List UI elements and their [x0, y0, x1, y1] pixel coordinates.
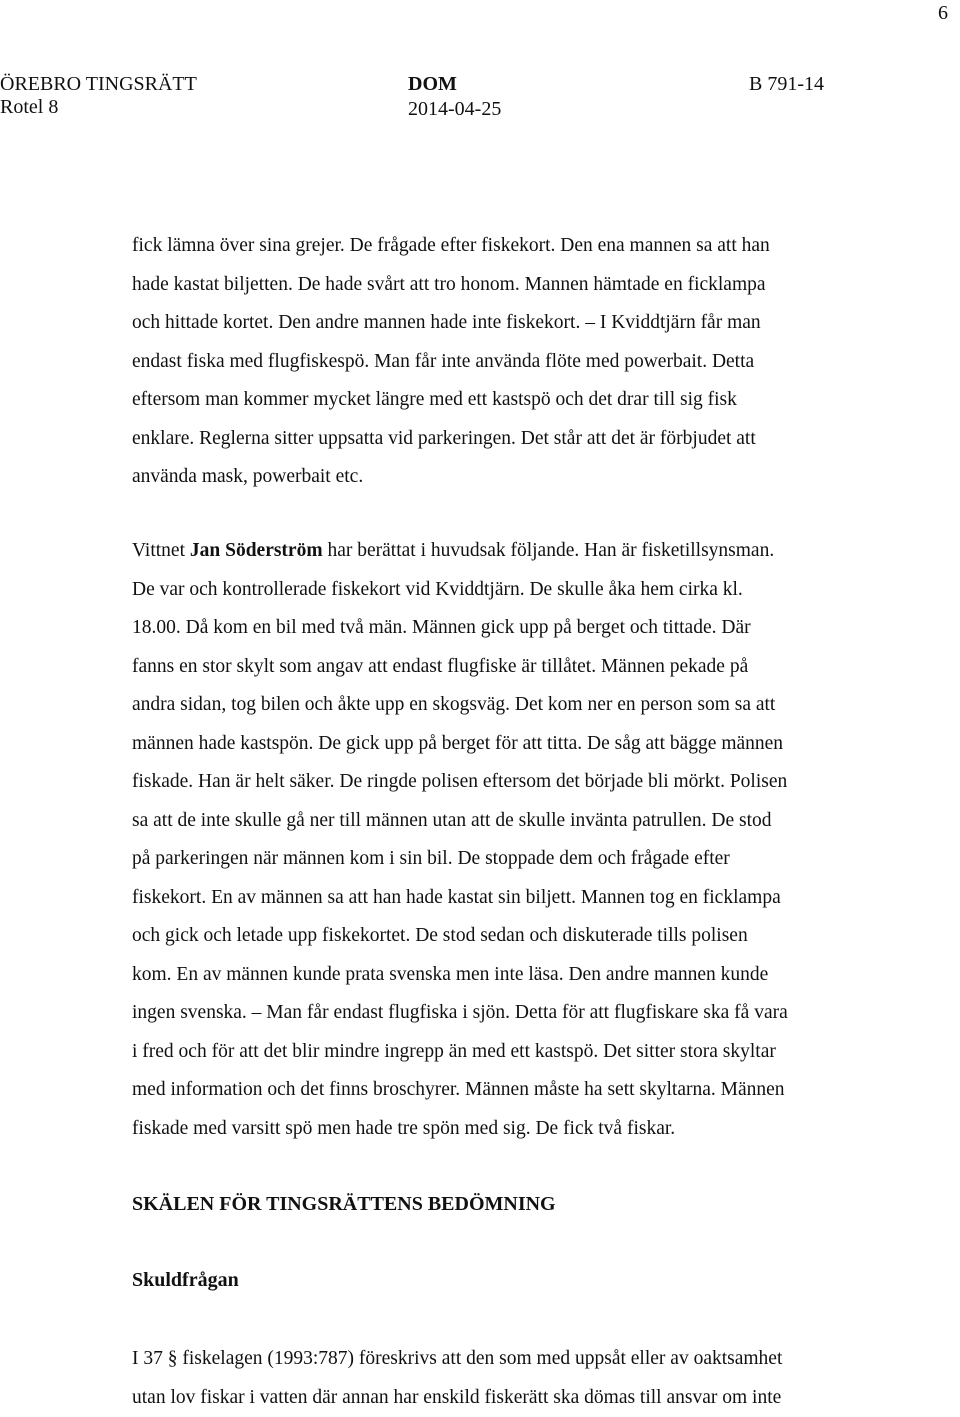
document-date: 2014-04-25	[408, 97, 501, 121]
paragraph-legal-basis	[132, 1340, 782, 1417]
court-name: ÖREBRO TINGSRÄTT	[0, 72, 197, 96]
text-line: endast fiska med flugfiskespö. Man får inte använda flöte med powerbait. Detta	[132, 343, 770, 382]
text-line: och gick och letade upp fiskekortet. De stod sedan och diskuterade tills polisen	[132, 917, 788, 956]
text-line	[132, 532, 788, 571]
text-segment: Vittnet	[132, 540, 190, 561]
text-line: fiskade med varsitt spö men hade tre spön med sig. De fick två fiskar.	[132, 1110, 788, 1149]
text-line: och hittade kortet. Den andre mannen hade inte fiskekort. – I Kviddtjärn får man	[132, 304, 770, 343]
case-number: B 791-14	[749, 72, 824, 96]
text-line: kom. En av männen kunde prata svenska men inte läsa. Den andre mannen kunde	[132, 956, 788, 995]
document-type: DOM	[408, 72, 457, 96]
text-line: utan lov fiskar i vatten där annan har enskild fiskerätt ska dömas till ansvar om inte	[132, 1379, 782, 1417]
text-line: fanns en stor skylt som angav att endast flugfiske är tillåtet. Männen pekade på	[132, 648, 788, 687]
text-line: I 37 § fiskelagen (1993:787) föreskrivs att den som med uppsåt eller av oaktsamhet	[132, 1340, 782, 1379]
text-line: i fred och för att det blir mindre ingrepp än med ett kastspö. Det sitter stora skyltar	[132, 1033, 788, 1072]
text-line: fiskade. Han är helt säker. De ringde polisen eftersom det började bli mörkt. Polisen	[132, 763, 788, 802]
text-line: 18.00. Då kom en bil med två män. Männen gick upp på berget och tittade. Där	[132, 609, 788, 648]
text-line: ingen svenska. – Man får endast flugfiska i sjön. Detta för att flugfiskare ska få vara	[132, 994, 788, 1033]
division-label: Rotel 8	[0, 95, 58, 119]
section-heading: SKÄLEN FÖR TINGSRÄTTENS BEDÖMNING	[132, 1190, 556, 1218]
text-line: männen hade kastspön. De gick upp på berget för att titta. De såg att bägge männen	[132, 725, 788, 764]
page-number: 6	[938, 0, 948, 26]
witness-name: Jan Söderström	[190, 540, 323, 561]
text-line: med information och det finns broschyrer. Männen måste ha sett skyltarna. Männen	[132, 1071, 788, 1110]
subsection-heading: Skuldfrågan	[132, 1266, 239, 1294]
text-line: andra sidan, tog bilen och åkte upp en skogsväg. Det kom ner en person som sa att	[132, 686, 788, 725]
text-line: fiskekort. En av männen sa att han hade kastat sin biljett. Mannen tog en ficklampa	[132, 879, 788, 918]
text-segment: har berättat i huvudsak följande. Han är fisketillsynsman.	[323, 540, 775, 561]
paragraph-witness-testimony	[132, 532, 788, 1148]
text-line: använda mask, powerbait etc.	[132, 458, 770, 497]
text-line: De var och kontrollerade fiskekort vid Kviddtjärn. De skulle åka hem cirka kl.	[132, 571, 788, 610]
text-line: sa att de inte skulle gå ner till männen utan att de skulle invänta patrullen. De stod	[132, 802, 788, 841]
text-line: på parkeringen när männen kom i sin bil. De stoppade dem och frågade efter	[132, 840, 788, 879]
text-line: eftersom man kommer mycket längre med ett kastspö och det drar till sig fisk	[132, 381, 770, 420]
text-line: enklare. Reglerna sitter uppsatta vid parkeringen. Det står att det är förbjudet att	[132, 420, 770, 459]
text-line: hade kastat biljetten. De hade svårt att tro honom. Mannen hämtade en ficklampa	[132, 266, 770, 305]
text-line: fick lämna över sina grejer. De frågade efter fiskekort. Den ena mannen sa att han	[132, 227, 770, 266]
paragraph-testimony-continued	[132, 227, 770, 497]
